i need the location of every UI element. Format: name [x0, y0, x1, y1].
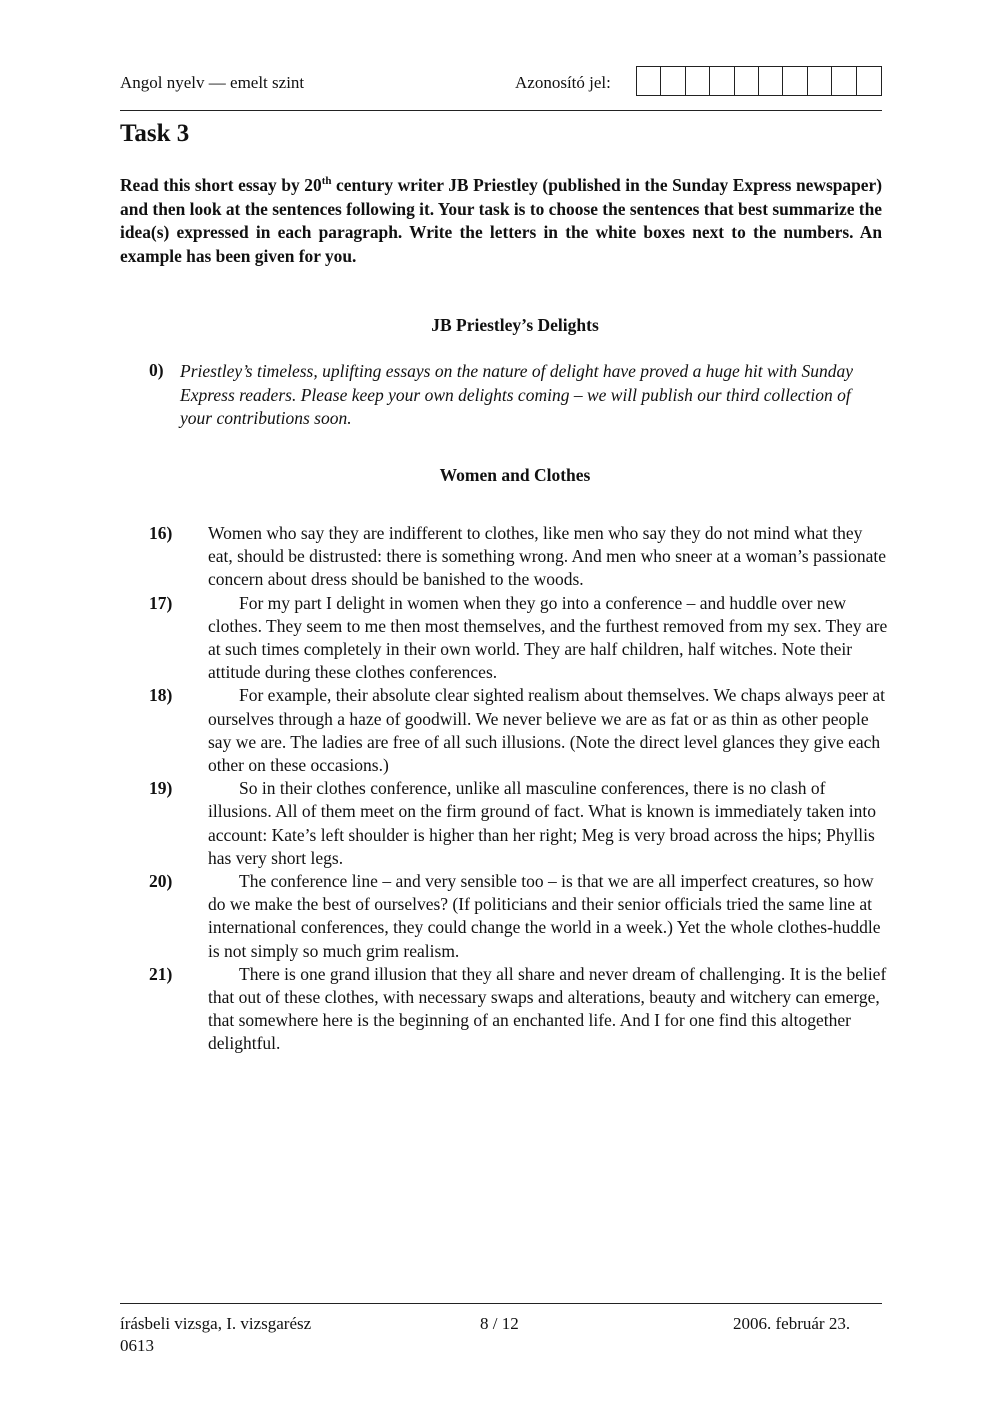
paragraph-row	[149, 684, 889, 777]
id-box[interactable]	[661, 67, 685, 95]
header-divider	[120, 110, 882, 111]
paragraph-text: The conference line – and very sensible too – is that we are all imperfect creatures, so how do we make the best of ourselves? (If politicians and their senior officials tried the same line at international conferences, they could change the world in a week.) Yet the whole clothes-huddle is not simply so much grim realism.	[208, 871, 881, 961]
footer-date: 2006. február 23.	[733, 1314, 851, 1333]
instructions-part1: Read this short essay by 20	[120, 175, 322, 195]
paragraph-number: 18)	[149, 685, 173, 706]
id-box[interactable]	[857, 67, 881, 95]
footer-page-number: 8 / 12	[480, 1314, 519, 1333]
essay-paragraphs	[149, 522, 889, 1056]
instructions-superscript: th	[321, 175, 332, 188]
intro-number: 0)	[149, 360, 164, 380]
id-box[interactable]	[710, 67, 734, 95]
paragraph-number: 20)	[149, 871, 173, 892]
section-title: Women and Clothes	[439, 465, 591, 485]
paragraph-row	[149, 777, 889, 870]
id-box[interactable]	[808, 67, 832, 95]
paragraph-text: So in their clothes conference, unlike all masculine conferences, there is no clash of illusions. All of them meet on the firm ground of fact. What is known is immediately taken into account: Kate’s left shoulder is higher than her right; Meg is very broad across the hips; Phyllis has very short legs.	[208, 778, 876, 868]
paragraph-text: Women who say they are indifferent to clothes, like men who say they do not mind what they eat, should be distrusted: there is something wrong. And men who sneer at a woman’s passionate concern about dress should be banished to the woods.	[208, 523, 886, 590]
id-box[interactable]	[686, 67, 710, 95]
id-box[interactable]	[637, 67, 661, 95]
paragraph-text: There is one grand illusion that they all share and never dream of challenging. It is the belief that out of these clothes, with necessary swaps and alterations, beauty and witchery can emerge, that somewhere here is the beginning of an enchanted life. And I for one find this altogether delightful.	[208, 963, 887, 1054]
paragraph-text: For my part I delight in women when they go into a conference – and huddle over new clothes. They seem to me then most themselves, and the furthest removed from my sex. They are at such times completely in their own world. They are half children, half witches. Note their attitude during these clothes conferences.	[208, 592, 888, 683]
header-id-label: Azonosító jel:	[515, 73, 611, 92]
paragraph-number: 16)	[149, 523, 173, 543]
header-subject: Angol nyelv — emelt szint	[120, 73, 305, 92]
paragraph-text: For example, their absolute clear sighted realism about themselves. We chaps always peer at ourselves through a haze of goodwill. We never believe we are as fat or as thin as other people say we are. The ladies are free of all such illusions. (Note the direct level glances they give each other on these occasions.)	[208, 685, 886, 776]
intro-text: Priestley’s timeless, uplifting essays on the nature of delight have proved a huge hit with Sunday Express readers. Please keep your own delights coming – we will publish our third collection of your contributions soon.	[180, 361, 854, 428]
id-box[interactable]	[735, 67, 759, 95]
paragraph-row	[149, 963, 889, 1056]
footer-exam-part: írásbeli vizsga, I. vizsgarész	[120, 1314, 312, 1333]
instructions-part2: century writer JB Priestley (published in the Sunday Express newspaper) and then look at the sentences following it. Your task is to choose the sentences that best summarize the idea(s) expressed in each paragraph. Write the letters in the white boxes next to the numbers. An example has been given for you.	[120, 175, 882, 266]
paragraph-row	[149, 870, 889, 963]
id-input-boxes[interactable]	[636, 66, 882, 96]
paragraph-number: 19)	[149, 778, 173, 799]
paragraph-number: 21)	[149, 963, 173, 984]
task-title: Task 3	[120, 120, 190, 147]
footer-divider	[120, 1303, 882, 1304]
id-box[interactable]	[783, 67, 807, 95]
essay-title: JB Priestley’s Delights	[431, 315, 599, 335]
id-box[interactable]	[832, 67, 856, 95]
id-box[interactable]	[759, 67, 783, 95]
footer-code: 0613	[120, 1336, 154, 1355]
paragraph-row	[149, 522, 889, 592]
task-instructions	[120, 174, 882, 268]
paragraph-row	[149, 592, 889, 685]
paragraph-number: 17)	[149, 592, 173, 613]
